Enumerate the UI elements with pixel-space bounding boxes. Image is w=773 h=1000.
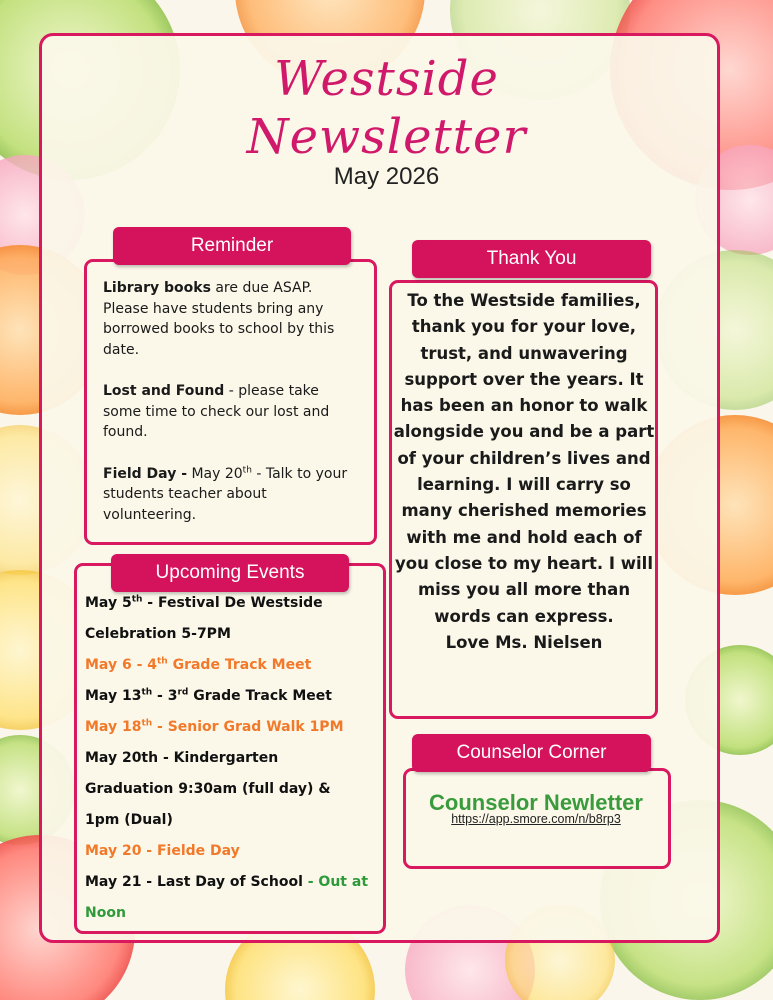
- event-superscript: rd: [177, 687, 189, 698]
- event-text: Grade Track Meet: [167, 657, 312, 673]
- reminder-heading: Reminder: [113, 227, 351, 265]
- reminder-item-lost-found: Lost and Found - please take some time to check our lost and found.: [103, 383, 330, 440]
- event-text: May 18: [85, 719, 142, 735]
- event-line: [85, 807, 385, 838]
- event-text: - Out at: [302, 874, 369, 890]
- event-text: Grade Track Meet: [188, 688, 332, 704]
- event-line: [85, 590, 385, 621]
- event-line: [85, 776, 385, 807]
- events-heading: Upcoming Events: [111, 554, 349, 592]
- thank-you-body: To the Westside families, thank you for your love, trust, and unwavering support over the years. It has been an honor to walk alongside you and be a part of your children’s lives and learning. I will carry so many cherished memories with me and hold each of you close to my heart. I will miss you all more than words can express.: [393, 291, 655, 626]
- counselor-newsletter-link[interactable]: https://app.smore.com/n/b8rp3: [451, 812, 621, 826]
- event-line: [85, 621, 385, 652]
- newsletter-month: May 2026: [333, 163, 440, 190]
- thank-you-message: [393, 288, 655, 656]
- thank-you-heading: Thank You: [412, 240, 651, 278]
- event-line: [85, 745, 385, 776]
- reminder-item-library: Library books are due ASAP. Please have students bring any borrowed books to school by this date.: [103, 280, 335, 358]
- event-superscript: th: [131, 594, 143, 605]
- counselor-newsletter-title: Counselor Newletter: [429, 790, 643, 815]
- event-text: May 20th - Kindergarten: [85, 750, 279, 766]
- events-list: [85, 590, 385, 931]
- event-line: [85, 683, 385, 714]
- event-line: [85, 838, 385, 869]
- newsletter-title-line1: Westside: [274, 51, 499, 107]
- event-text: 1pm (Dual): [85, 812, 173, 828]
- event-text: May 20 - Fielde Day: [85, 843, 240, 859]
- event-text: Graduation 9:30am (full day) &: [85, 781, 331, 797]
- event-line: [85, 714, 385, 745]
- event-text: - Festival De Westside: [142, 595, 323, 611]
- event-superscript: th: [157, 656, 168, 667]
- event-text: May 13: [85, 688, 142, 704]
- event-text: Noon: [85, 905, 126, 921]
- event-line: [85, 869, 385, 900]
- thank-you-signature: Love Ms. Nielsen: [445, 632, 603, 652]
- event-line: [85, 652, 385, 683]
- event-text: May 6 - 4: [85, 657, 157, 673]
- event-superscript: th: [141, 687, 153, 698]
- event-text: May 5: [85, 595, 132, 611]
- event-line: [85, 900, 385, 931]
- event-superscript: th: [141, 718, 153, 729]
- newsletter-title-line2: Newsletter: [246, 109, 527, 165]
- reminder-item-field-day: Field Day - May 20th - Talk to your students teacher about volunteering.: [103, 464, 348, 523]
- event-text: May 21 - Last Day of School: [85, 874, 303, 890]
- counselor-heading: Counselor Corner: [412, 734, 651, 772]
- event-text: - Senior Grad Walk 1PM: [152, 719, 344, 735]
- event-text: - 3: [152, 688, 178, 704]
- event-text: Celebration 5-7PM: [85, 626, 231, 642]
- reminder-list: [103, 278, 353, 546]
